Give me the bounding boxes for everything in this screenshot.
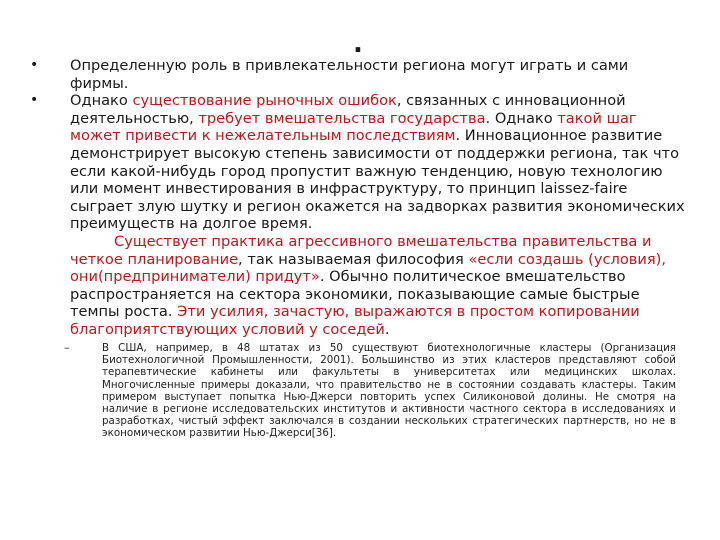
- highlighted-text: требует вмешательства государства: [198, 109, 486, 127]
- highlighted-text: такой шаг может привести к нежелательным последствиям: [70, 109, 637, 145]
- bullet-marker: •: [30, 57, 39, 73]
- highlighted-text: существование рыночных ошибок: [132, 92, 397, 110]
- body-text: , связанных с инновационной деятельностью,: [70, 92, 626, 127]
- dash-marker: –: [64, 341, 70, 354]
- sub-bullet-list: [64, 342, 676, 440]
- body-text: Однако: [70, 92, 133, 110]
- body-text: Определенную роль в привлекательности региона могут играть и сами фирмы.: [70, 57, 629, 92]
- bullet-item: [30, 92, 690, 338]
- bullet-list: [30, 57, 690, 339]
- body-text: . Инновационное развитие демонстрирует высокую степень зависимости от поддержки региона, так что если какой-нибудь город пропустит важную тенденцию, новую технологию или момент инвестирования в инфраструктуру, то принцип laissez-faire сыграет злую шутку и регион окажется на задворках развития экономических преимуществ на долгое время.: [70, 127, 685, 233]
- body-text: . Обычно политическое вмешательство распространяется на сектора экономики, показывающие самые быстрые темпы роста.: [70, 268, 640, 321]
- bullet-item: [30, 57, 690, 92]
- highlighted-text: Эти усилия, зачастую, выражаются в простом копировании благоприятствующих условий у соседей: [70, 303, 640, 338]
- sub-bullet-item: [64, 342, 676, 440]
- body-text: . Однако: [485, 109, 558, 127]
- body-text: .: [384, 320, 390, 338]
- bullet-marker: •: [30, 92, 39, 109]
- body-text: , так называемая философия: [238, 250, 469, 268]
- highlighted-text: «если создашь (условия), они(предприниматели) придут»: [70, 250, 666, 286]
- slide-title: .: [353, 29, 363, 59]
- highlighted-text: Существует практика агрессивного вмешательства правительства и четкое планирование: [70, 232, 652, 268]
- sub-bullet-text: В США, например, в 48 штатах из 50 существуют биотехнологичные кластеры (Организация Биотехнологичной Промышленности, 2001). Большинство из этих кластеров представляют собой терапевтические кабинеты или факультеты в университетах или медицинских школах. Многочисленные примеры доказали, что правительство не в состоянии создавать кластеры. Таким примером выступает попытка Нью-Джерси повторить успех Силиконовой долины. Не смотря на наличие в регионе исследовательских институтов и активности частного сектора в исследованиях и разработках, чистый эффект заключался в создании нескольких стратегических партнерств, но не в экономическом развитии Нью-Джерси[36].: [102, 342, 676, 440]
